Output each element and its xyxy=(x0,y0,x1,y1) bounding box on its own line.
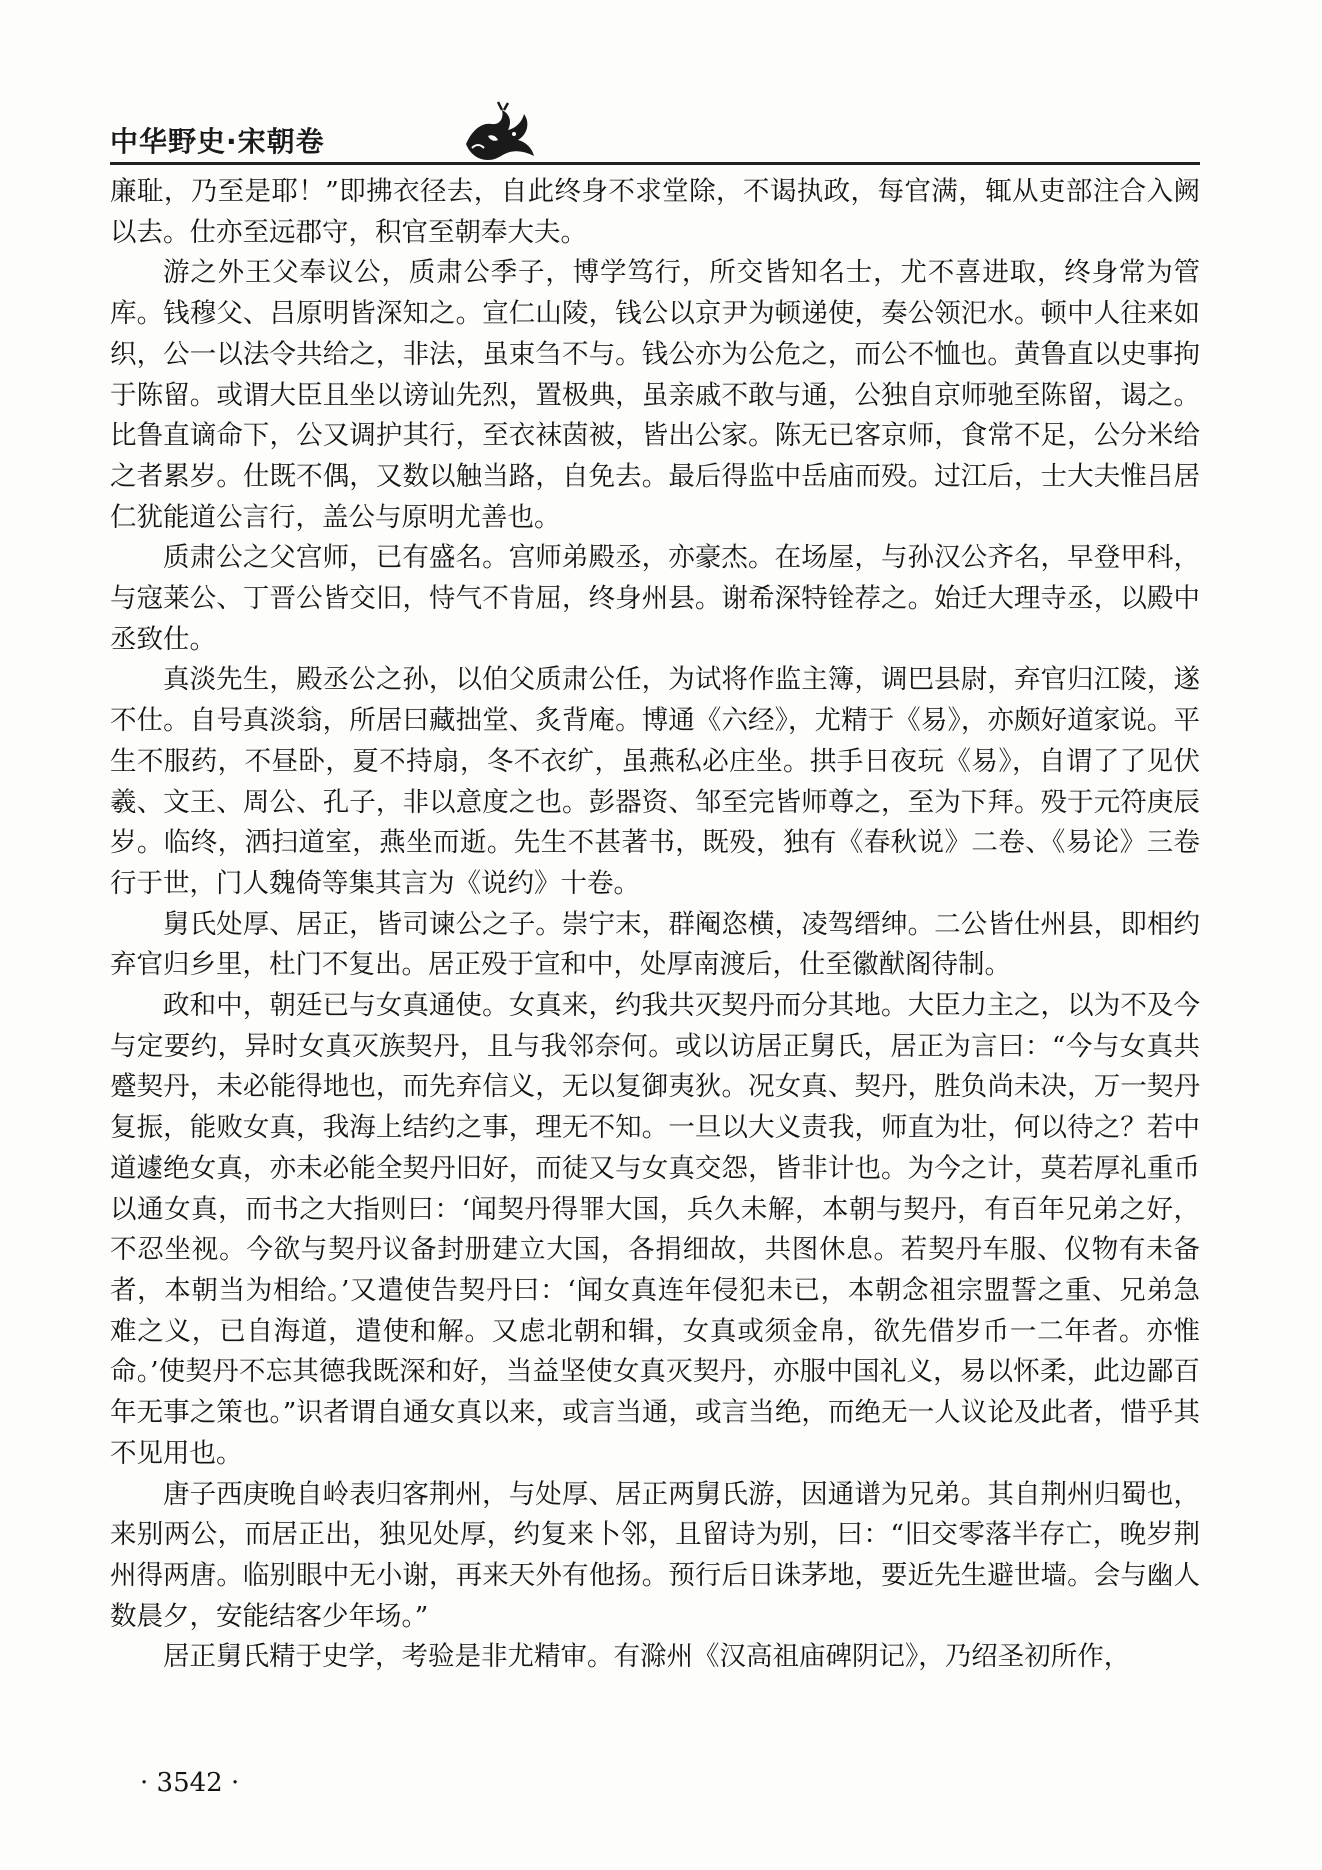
body-text xyxy=(110,172,1200,1678)
header-rule xyxy=(110,162,1200,165)
paragraph-7: 唐子西庚晚自岭表归客荆州，与处厚、居正两舅氏游，因通谱为兄弟。其自荆州归蜀也，来别两公，而居正出，独见处厚，约复来卜邻，且留诗为别，曰：“旧交零落半存亡，晚岁荆州得两唐。临别眼中无小谢，再来天外有他扬。预行后日诛茅地，要近先生避世墙。会与幽人数晨夕，安能结客少年场。” xyxy=(110,1478,1200,1632)
dragon-emblem-icon xyxy=(458,100,538,164)
paragraph-8: 居正舅氏精于史学，考验是非尤精审。有滁州《汉高祖庙碑阴记》，乃绍圣初所作， xyxy=(163,1641,1131,1673)
running-title: 中华野史·宋朝卷 xyxy=(110,125,325,158)
running-header xyxy=(110,108,1200,168)
paragraph-4: 真淡先生，殿丞公之孙，以伯父质肃公任，为试将作监主簿，调巴县尉，弃官归江陵，遂不仕。自号真淡翁，所居曰藏拙堂、炙背庵。博通《六经》，尤精于《易》，亦颇好道家说。平生不服药，不昼卧，夏不持扇，冬不衣纩，虽燕私必庄坐。拱手日夜玩《易》，自谓了了见伏羲、文王、周公、孔子，非以意度之也。彭器资、邹至完皆师尊之，至为下拜。殁于元符庚辰岁。临终，洒扫道室，燕坐而逝。先生不甚著书，既殁，独有《春秋说》二卷、《易论》三卷行于世，门人魏倚等集其言为《说约》十卷。 xyxy=(110,664,1200,899)
paragraph-1: 廉耻，乃至是耶！”即拂衣径去，自此终身不求堂除，不谒执政，每官满，辄从吏部注合入阙以去。仕亦至远郡守，积官至朝奉大夫。 xyxy=(110,176,1200,248)
paragraph-6: 政和中，朝廷已与女真通使。女真来，约我共灭契丹而分其地。大臣力主之，以为不及今与定要约，异时女真灭族契丹，且与我邻奈何。或以访居正舅氏，居正为言曰：“今与女真共蹙契丹，未必能得地也，而先弃信义，无以复御夷狄。况女真、契丹，胜负尚未决，万一契丹复振，能败女真，我海上结约之事，理无不知。一旦以大义责我，师直为壮，何以待之？若中道遽绝女真，亦未必能全契丹旧好，而徒又与女真交怨，皆非计也。为今之计，莫若厚礼重币以通女真，而书之大指则曰：‘闻契丹得罪大国，兵久未解，本朝与契丹，有百年兄弟之好，不忍坐视。今欲与契丹议备封册建立大国，各捐细故，共图休息。若契丹车服、仪物有未备者，本朝当为相给。’又遣使告契丹曰：‘闻女真连年侵犯未已，本朝念祖宗盟誓之重、兄弟急难之义，已自海道，遣使和解。又虑北朝和辑，女真或须金帛，欲先借岁币一二年者。亦惟命。’使契丹不忘其德我既深和好，当益坚使女真灭契丹，亦服中国礼义，易以怀柔，此边鄙百年无事之策也。”识者谓自通女真以来，或言当通，或言当绝，而绝无一人议论及此者，惜乎其不见用也。 xyxy=(110,990,1200,1469)
page-number: · 3542 · xyxy=(140,1768,240,1798)
paragraph-3: 质肃公之父宫师，已有盛名。宫师弟殿丞，亦豪杰。在场屋，与孙汉公齐名，早登甲科，与寇莱公、丁晋公皆交旧，恃气不肯屈，终身州县。谢希深特铨荐之。始迁大理寺丞，以殿中丞致仕。 xyxy=(110,542,1200,655)
paragraph-5: 舅氏处厚、居正，皆司谏公之子。崇宁末，群阉恣横，凌驾缙绅。二公皆仕州县，即相约弃官归乡里，杜门不复出。居正殁于宣和中，处厚南渡后，仕至徽猷阁待制。 xyxy=(110,908,1200,981)
paragraph-2: 游之外王父奉议公，质肃公季子，博学笃行，所交皆知名士，尤不喜进取，终身常为管库。钱穆父、吕原明皆深知之。宣仁山陵，钱公以京尹为顿递使，奏公领汜水。顿中人往来如织，公一以法令共给之，非法，虽束刍不与。钱公亦为公危之，而公不恤也。黄鲁直以史事拘于陈留。或谓大臣且坐以谤讪先烈，置极典，虽亲戚不敢与通，公独自京师驰至陈留，谒之。比鲁直谪命下，公又调护其行，至衣袜茵被，皆出公家。陈无已客京师，食常不足，公分米给之者累岁。仕既不偶，又数以触当路，自免去。最后得监中岳庙而殁。过江后，士大夫惟吕居仁犹能道公言行，盖公与原明尤善也。 xyxy=(110,257,1200,533)
